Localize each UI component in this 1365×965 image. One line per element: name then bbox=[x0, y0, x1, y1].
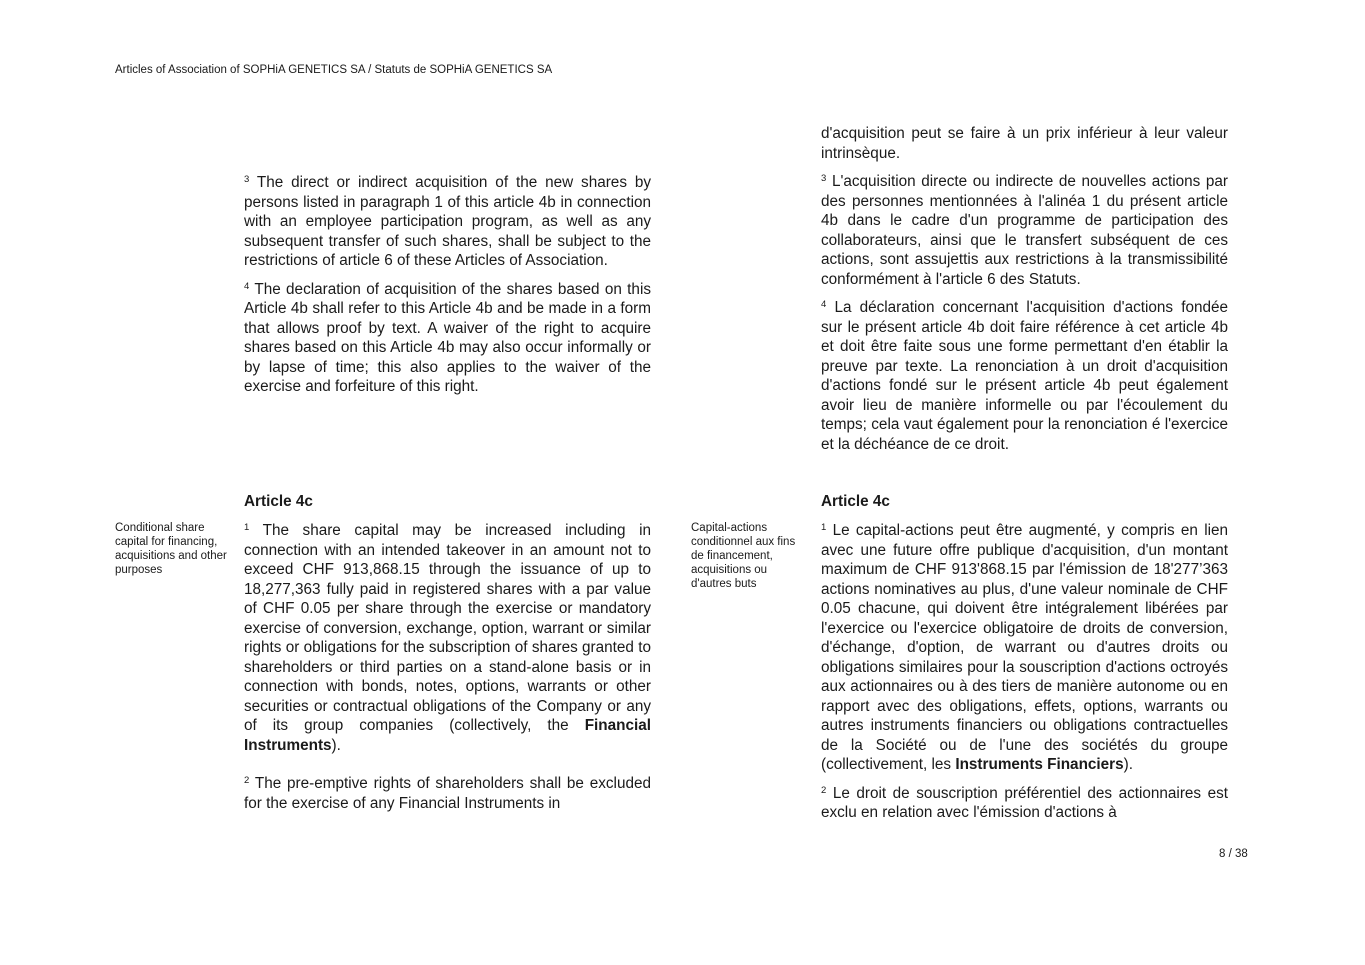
en-4c-paragraph-1: $^1$ The share capital may be increased including in connection with an intended takeover in an amount not to exceed CHF 913,868.15 through the issuance of up to 18,277,363 fully paid in registered shares with a par value of CHF 0.05 per share through the exercise or mandatory exercise of conversion, exchange, option, warrant or similar rights or obligations for the subscription of shares granted to shareholders or third parties on a stand-alone basis or in connection with bonds, notes, options, warrants or other securities or contractual obligations of the Company or any of its group companies (collectively, the Financial Instruments). bbox=[244, 522, 651, 754]
paragraph-number: 2 bbox=[244, 775, 250, 786]
page-number: 8 / 38 bbox=[1219, 848, 1248, 860]
defined-term: Financial Instruments bbox=[244, 717, 651, 754]
fr-continuation-text: d'acquisition peut se faire à un prix inférieur à leur valeur intrinsèque. bbox=[821, 125, 1228, 162]
fr-article-4c-body bbox=[821, 521, 1228, 823]
defined-term: Instruments Financiers bbox=[955, 756, 1124, 773]
fr-4c-paragraph-1: $^1$ Le capital-actions peut être augmenté, y compris en lien avec une future offre publique d'acquisition, d'un montant maximum de CHF 913'868.15 par l'émission de 18'277’363 actions nominatives au plus, d'une valeur nominale de CHF 0.05 chacune, qui doivent être intégralement libérées par l'exercice ou l'exercice obligatoire de droits de conversion, d'échange, d'option, de warrant ou d'autres droits ou obligations similaires pour la souscription d'actions octroyés aux actionnaires ou à des tiers de manière autonome ou en rapport avec des obligations, effets, options, warrants ou autres instruments financiers ou obligations contractuelles de la Société ou de l'une des sociétés du groupe (collectivement, les Instruments Financiers). bbox=[821, 522, 1229, 773]
en-article-4b-continued bbox=[244, 173, 651, 397]
fr-4c-paragraph-2: $^2$ Le droit de souscription préférentiel des actionnaires est exclu en relation avec l'émission d'actions à bbox=[821, 784, 1228, 821]
en-article-4c-margin-note: Conditional share capital for financing, acquisitions and other purposes bbox=[115, 522, 227, 576]
paragraph-number: 4 bbox=[244, 280, 250, 292]
paragraph-number: 3 bbox=[244, 174, 250, 185]
en-4b-paragraph-4: $^4$ The declaration of acquisition of the shares based on this Article 4b shall refer to this Article 4b and be made in a form that allows proof by text. A waiver of the right to acquire shares based on this Article 4b may also occur informally or by lapse of time; this also applies to the waiver of the exercise and forfeiture of this right. bbox=[244, 280, 651, 395]
en-4b-paragraph-3: $^3$ The direct or indirect acquisition of the new shares by persons listed in paragraph 1 of this article 4b in connection with an employee participation program, as well as any subsequent transfer of such shares, shall be subject to the restrictions of article 6 of these Articles of Association. bbox=[244, 174, 652, 269]
fr-article-4c-heading: Article 4c bbox=[821, 493, 890, 510]
paragraph-number: 3 bbox=[821, 173, 827, 184]
paragraph-number: 4 bbox=[821, 299, 827, 310]
document-header: Articles of Association of SOPHiA GENETICS SA / Statuts de SOPHiA GENETICS SA bbox=[115, 64, 553, 76]
fr-article-4c-margin-note: Capital-actions conditionnel aux fins de financement, acquisitions ou d'autres buts bbox=[691, 522, 796, 590]
en-article-4c-heading: Article 4c bbox=[244, 493, 313, 510]
paragraph-number: 2 bbox=[821, 784, 827, 796]
fr-4b-paragraph-4: $^4$ La déclaration concernant l'acquisition d'actions fondée sur le présent article 4b doit faire référence à cet article 4b et doit être faite sous une forme permettant d'en établir la preuve par texte. La renonciation à un droit d'acquisition d'actions fondé sur le présent article 4b peut également avoir lieu de manière informelle ou par l'écoulement du temps; cela vaut également pour la renonciation é l'exercice et la déchéance de ce droit. bbox=[821, 299, 1228, 453]
fr-article-4b-continued bbox=[821, 124, 1228, 454]
fr-4b-paragraph-3: $^3$ L'acquisition directe ou indirecte de nouvelles actions par des personnes mentionnées à l'alinéa 1 du présent article 4b dans le cadre d'un programme de participation des collaborateurs, ainsi que le transfert subséquent de ces actions, sont assujettis aux restrictions à la transmissibilité conformément à l'article 6 des Statuts. bbox=[821, 173, 1229, 288]
paragraph-number: 1 bbox=[244, 522, 250, 533]
en-article-4c-body bbox=[244, 521, 651, 813]
en-4c-paragraph-2: $^2$ The pre-emptive rights of shareholders shall be excluded for the exercise of any Financial Instruments in bbox=[244, 775, 651, 812]
paragraph-number: 1 bbox=[821, 522, 827, 533]
